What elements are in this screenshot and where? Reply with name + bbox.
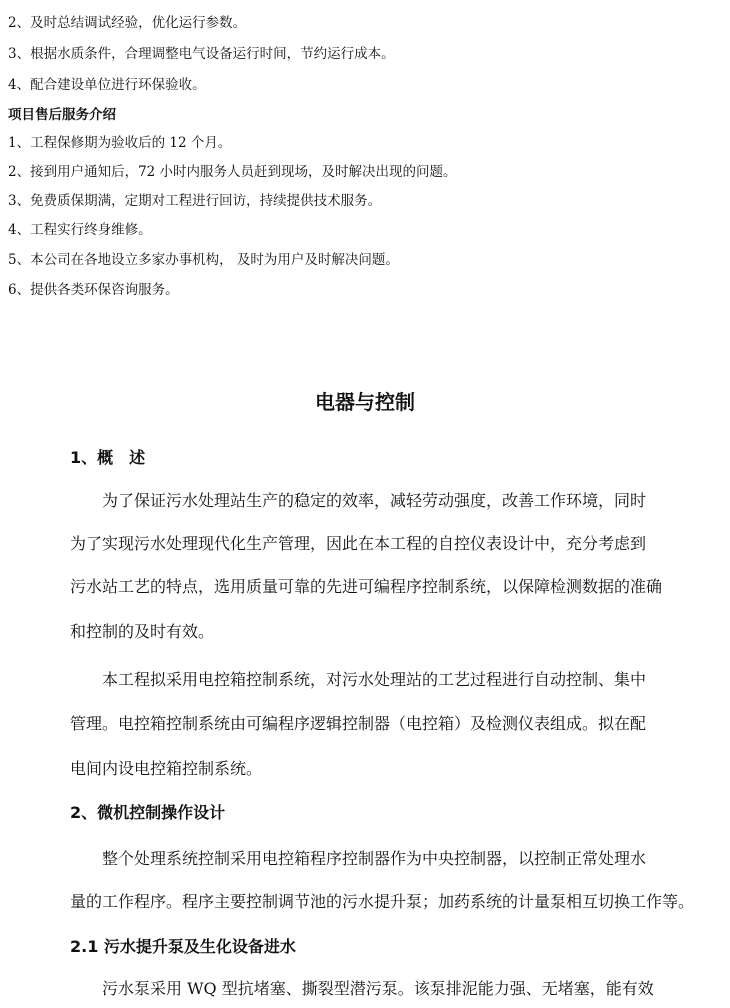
list-item: 6、提供各类环保咨询服务。 xyxy=(8,282,179,298)
design-heading: 2、微机控制操作设计 xyxy=(70,803,226,822)
paragraph-line: 和控制的及时有效。 xyxy=(70,622,215,641)
list-item: 2、接到用户通知后，72 小时内服务人员赶到现场，及时解决出现的问题。 xyxy=(8,164,457,180)
paragraph-line: 本工程拟采用电控箱控制系统，对污水处理站的工艺过程进行自动控制、集中 xyxy=(70,670,647,689)
paragraph-line: 整个处理系统控制采用电控箱程序控制器作为中央控制器，以控制正常处理水 xyxy=(70,849,647,868)
paragraph-line: 污水站工艺的特点，选用质量可靠的先进可编程序控制系统，以保障检测数据的准确 xyxy=(70,577,663,596)
list-item: 4、配合建设单位进行环保验收。 xyxy=(8,77,206,93)
list-item: 2、及时总结调试经验，优化运行参数。 xyxy=(8,15,247,31)
paragraph-line: 为了实现污水处理现代化生产管理，因此在本工程的自控仪表设计中，充分考虑到 xyxy=(70,534,647,553)
paragraph-line: 污水泵采用 WQ 型抗堵塞、撕裂型潜污泵。该泵排泥能力强、无堵塞，能有效 xyxy=(70,979,654,998)
paragraph-line: 电间内设电控箱控制系统。 xyxy=(70,759,263,778)
section-title: 电器与控制 xyxy=(315,390,415,414)
overview-heading: 1、概 述 xyxy=(70,448,146,467)
list-item: 5、本公司在各地设立多家办事机构， 及时为用户及时解决问题。 xyxy=(8,252,399,268)
pump-heading: 2.1 污水提升泵及生化设备进水 xyxy=(70,937,296,956)
list-item: 3、免费质保期满，定期对工程进行回访，持续提供技术服务。 xyxy=(8,193,382,209)
list-item: 1、工程保修期为验收后的 12 个月。 xyxy=(8,135,232,151)
paragraph-line: 量的工作程序。程序主要控制调节池的污水提升泵；加药系统的计量泵相互切换工作等。 xyxy=(70,892,695,911)
paragraph-line: 管理。电控箱控制系统由可编程序逻辑控制器（电控箱）及检测仪表组成。拟在配 xyxy=(70,714,647,733)
list-item: 3、根据水质条件，合理调整电气设备运行时间，节约运行成本。 xyxy=(8,46,395,62)
service-heading: 项目售后服务介绍 xyxy=(8,107,116,123)
paragraph-line: 为了保证污水处理站生产的稳定的效率，减轻劳动强度，改善工作环境，同时 xyxy=(70,491,647,510)
list-item: 4、工程实行终身维修。 xyxy=(8,222,152,238)
